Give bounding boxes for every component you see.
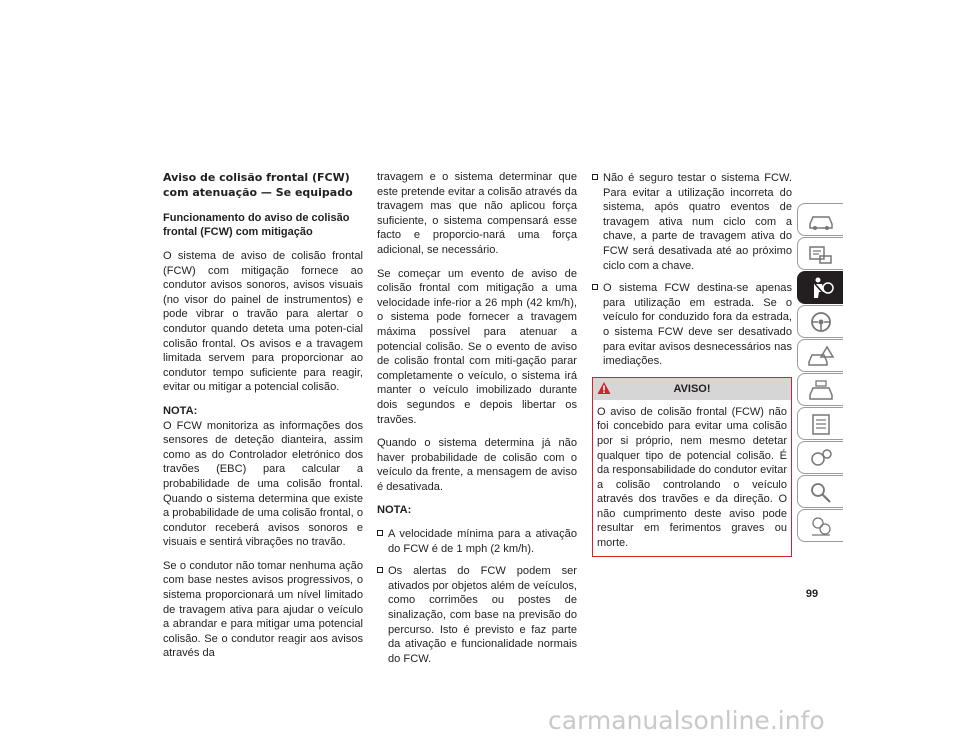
note-text: O FCW monitoriza as informações dos sensores de deteção dianteira, assim como as do Controlador eletrónico dos travões (EBC) para calcular a probabilidade de uma colisão frontal. Quando o sistema determina que existe a probabilidade de uma colisão frontal, o condutor receberá avisos sonoros e visuais e sentirá vibrações no travão. (163, 419, 363, 549)
square-bullet-icon (377, 530, 383, 536)
tab-multimedia[interactable] (797, 441, 843, 474)
warning-text: O aviso de colisão frontal (FCW) não foi concebido para evitar uma colisão por si próprio, nem mesmo detetar qualquer tipo de potencial colisão. É da responsabilidade do condutor evitar a colisão controlando o veículo através dos travões e da direção. O não cumprimento deste aviso pode resultar em ferimentos graves ou morte. (597, 405, 787, 550)
section-title: Aviso de colisão frontal (FCW) com atenuação — Se equipado (163, 171, 353, 199)
warning-car-icon (806, 344, 836, 368)
tab-car[interactable] (797, 203, 843, 236)
steering-wheel-icon (806, 310, 836, 334)
list-item (592, 171, 792, 273)
paragraph: Se o condutor não tomar nenhuma ação com base nestes avisos progressivos, o sistema proporcionará um nível limitado de travagem ativa para ajudar o veículo a abrandar e para mitigar uma potencial colisão. Se o condutor reagir aos avisos através da (163, 559, 363, 660)
list-item-text: A velocidade mínima para a ativação do FCW é de 1 mph (2 km/h). (388, 528, 577, 555)
list-item-text: Não é seguro testar o sistema FCW. Para evitar a utilização incorreta do sistema, após quatro eventos de travagem ativa num ciclo com a chave, a parte de travagem ativa do FCW será desativada até ao próximo ciclo com a chave. (603, 172, 792, 272)
paragraph: O sistema de aviso de colisão frontal (FCW) com mitigação fornece ao condutor avisos sonoros, avisos visuais (no visor do painel de instrumentos) e pode vibrar o travão para alertar o condutor quando deteta uma poten-cial colisão frontal. Os avisos e a travagem limitada servem para proporcionar ao condutor tempo suficiente para reagir, evitar ou mitigar a potencial colisão. (163, 250, 363, 394)
note-block (163, 404, 363, 550)
square-bullet-icon (377, 567, 383, 573)
tab-specs[interactable] (797, 407, 843, 440)
square-bullet-icon (592, 174, 598, 180)
note-label: NOTA: (163, 404, 198, 417)
warning-box (592, 377, 792, 557)
list-item (377, 527, 577, 556)
column-1 (163, 170, 363, 670)
magnifier-icon (806, 480, 836, 504)
tab-emergency[interactable] (797, 339, 843, 372)
subsection-title: Funcionamento do aviso de colisão frontal (FCW) com mitigação (163, 212, 350, 238)
warning-header (593, 378, 791, 400)
paragraph: Quando o sistema determina já não haver probabilidade de colisão com o veículo da frente, a mensagem de aviso é desativada. (377, 437, 577, 493)
list-item-text: O sistema FCW destina-se apenas para utilização em estrada. Se o veículo for conduzido fora da estrada, o sistema FCW deve ser desativado para evitar avisos desnecessários nas imediações. (603, 282, 792, 368)
bullet-list (592, 171, 792, 369)
warning-title: AVISO! (673, 382, 711, 395)
square-bullet-icon (592, 284, 598, 290)
paragraph: travagem e o sistema determinar que este pretende evitar a colisão através da travagem mas que não aplicou força suficiente, o sistema compensará esse facto e proporcio-nará uma força adicional, se necessário. (377, 171, 577, 256)
dashboard-icon (806, 242, 836, 266)
warning-triangle-icon (597, 381, 611, 395)
paragraph: Se começar um evento de aviso de colisão frontal com mitigação a uma velocidade infe-rior a 26 mph (42 km/h), o sistema pode fornecer a travagem máxima possível para atenuar a potencial colisão. Se o evento de aviso de colisão frontal com miti-gação parar completamente o veículo, o sistema irá manter o veículo imobilizado durante dois segundos e depois libertar os travões. (377, 267, 577, 426)
tab-index[interactable] (797, 475, 843, 508)
tab-service[interactable] (797, 373, 843, 406)
car-icon (806, 208, 836, 232)
list-item-text: Os alertas do FCW podem ser ativados por objetos além de veículos, como corrimões ou postes de sinalização, com base na previsão do percurso. Isto é previsto e faz parte da ativação e funcionalidade normais do FCW. (388, 565, 577, 665)
car-service-icon (806, 378, 836, 402)
language-icon (806, 514, 836, 538)
page-number: 99 (805, 588, 819, 600)
list-item (377, 564, 577, 666)
tab-dashboard[interactable] (797, 237, 843, 270)
list-item (592, 281, 792, 369)
tab-driving[interactable] (797, 305, 843, 338)
note-label: NOTA: (377, 504, 412, 517)
tab-language[interactable] (797, 509, 843, 542)
chapter-tabs (797, 203, 843, 543)
tab-safety[interactable] (797, 271, 843, 304)
note-bullet-list (377, 527, 577, 666)
column-2 (377, 170, 577, 674)
column-3 (592, 171, 792, 557)
seatbelt-airbag-icon (806, 276, 836, 300)
settings-tools-icon (806, 446, 836, 470)
checklist-icon (806, 412, 836, 436)
watermark: carmanualsonline.info (548, 706, 825, 735)
